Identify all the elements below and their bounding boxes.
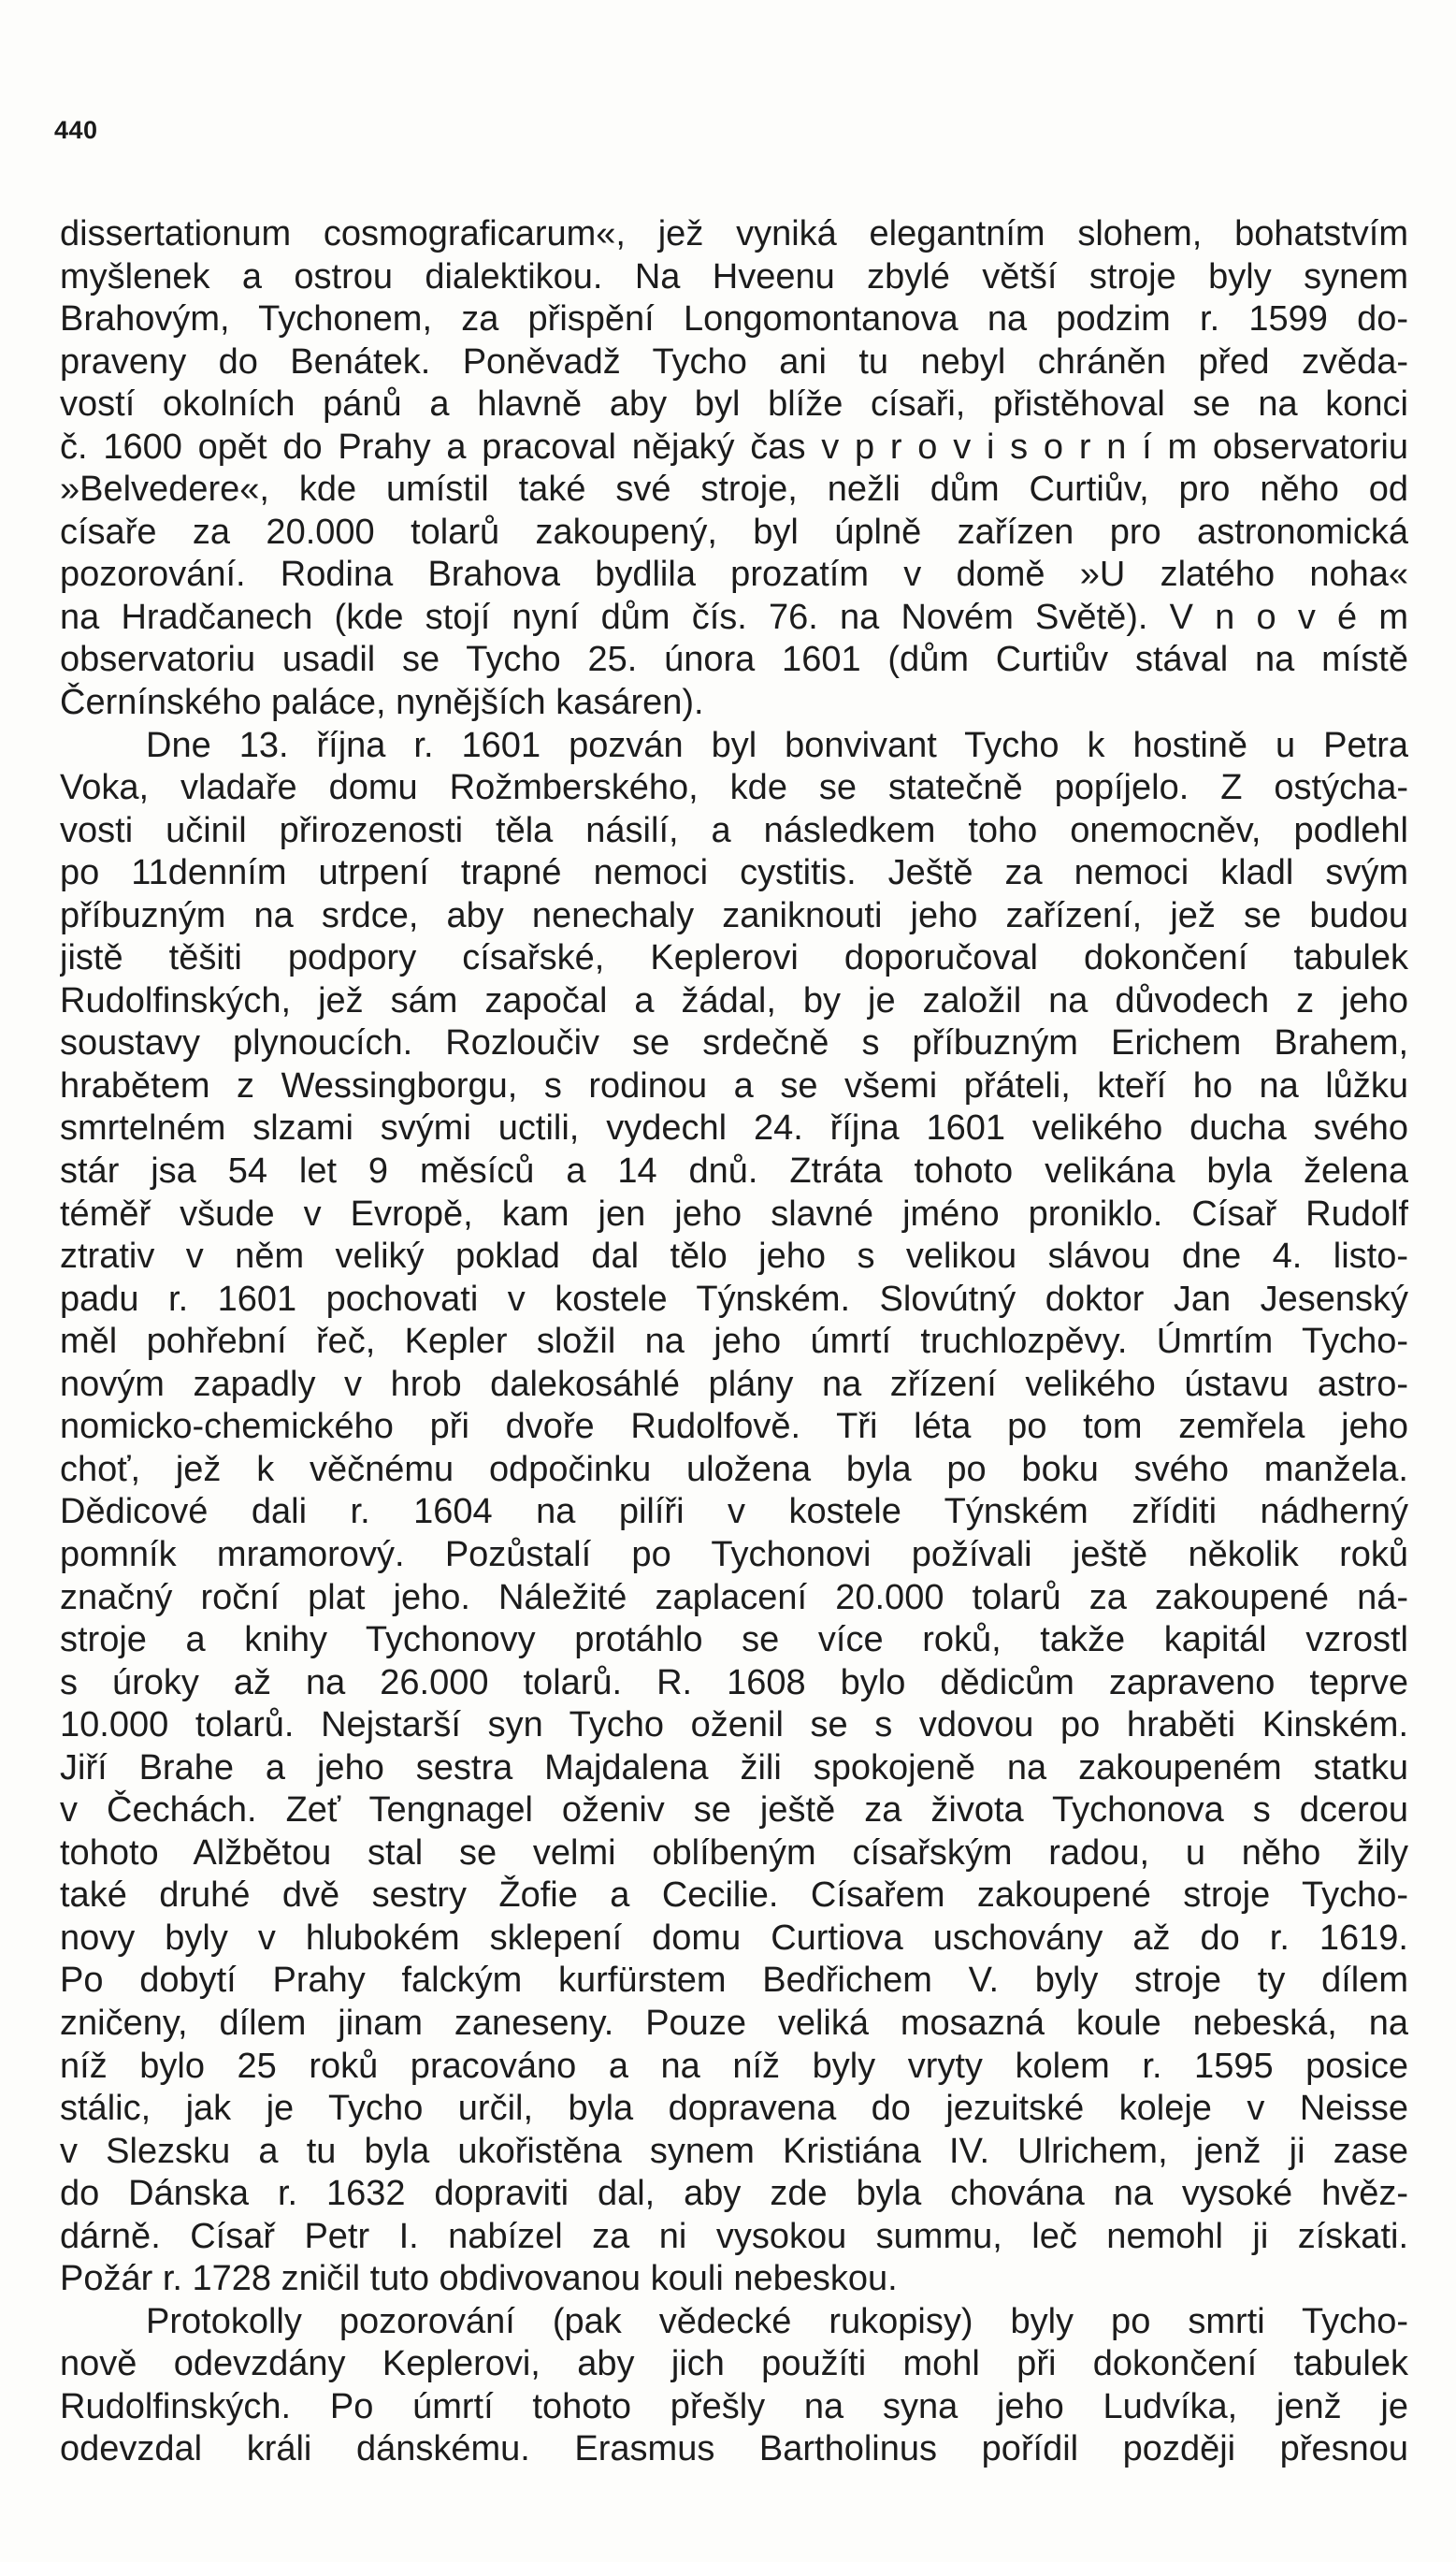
text-line: příbuzným na srdce, aby nenechaly zaniknouti jeho zařízení, jež se budou [60,895,1408,935]
text-line: pomník mramorový. Pozůstalí po Tychonovi požívali ještě několik roků [60,1534,1408,1574]
text-line: Jiří Brahe a jeho sestra Majdalena žili spokojeně na zakoupeném statku [60,1747,1408,1788]
text-line: v Slezsku a tu byla ukořistěna synem Kristiána IV. Ulrichem, jenž ji zase [60,2131,1408,2171]
text-line: ztrativ v něm veliký poklad dal tělo jeho s velikou slávou dne 4. listo- [60,1237,1408,1277]
text-line: hrabětem z Wessingborgu, s rodinou a se všemi přáteli, kteří ho na lůžku [60,1065,1408,1106]
text-line: myšlenek a ostrou dialektikou. Na Hveenu zbylé větší stroje byly synem [60,256,1408,297]
text-line: padu r. 1601 pochovati v kostele Týnském. Slovútný doktor Jan Jesenský [60,1279,1408,1319]
paragraph-start-line: Protokolly pozorování (pak vědecké rukopisy) byly po smrti Tycho- [146,2301,1408,2341]
text-line: Voka, vladaře domu Rožmberského, kde se statečně popíjelo. Z ostýcha- [60,768,1408,808]
text-line: na Hradčanech (kde stojí nyní dům čís. 76. na Novém Světě). V n o v é m [60,597,1408,637]
paragraph-start-line: Dne 13. října r. 1601 pozván byl bonvivant Tycho k hostině u Petra [146,725,1408,765]
text-line: stálic, jak je Tycho určil, byla dopravena do jezuitské koleje v Neisse [60,2089,1408,2129]
text-line: odevzdal králi dánskému. Erasmus Bartholinus pořídil později přesnou [60,2429,1408,2469]
text-line: zničeny, dílem jinam zaneseny. Pouze veliká mosazná koule nebeská, na [60,2003,1408,2043]
body-text [60,213,1408,2471]
text-line: měl pohřební řeč, Kepler složil na jeho úmrtí truchlozpěvy. Úmrtím Tycho- [60,1322,1408,1362]
text-line: nomicko-chemického při dvoře Rudolfově. Tři léta po tom zemřela jeho [60,1407,1408,1447]
text-line: 10.000 tolarů. Nejstarší syn Tycho oženil se s vdovou po hraběti Kinském. [60,1705,1408,1745]
text-line: observatoriu usadil se Tycho 25. února 1601 (dům Curtiův stával na místě [60,640,1408,680]
text-line: pozorování. Rodina Brahova bydlila prozatím v domě »U zlatého noha« [60,555,1408,595]
text-line: praveny do Benátek. Poněvadž Tycho ani tu nebyl chráněn před zvěda- [60,341,1408,382]
text-line: novy byly v hlubokém sklepení domu Curtiova uschovány až do r. 1619. [60,1918,1408,1958]
text-line: v Čechách. Zeť Tengnagel oženiv se ještě za života Tychonova s dcerou [60,1790,1408,1831]
text-line: s úroky až na 26.000 tolarů. R. 1608 bylo dědicům zapraveno teprve [60,1662,1408,1702]
text-line: téměř všude v Evropě, kam jen jeho slavné jméno proniklo. Císař Rudolf [60,1194,1408,1234]
text-line: níž bylo 25 roků pracováno a na níž byly vryty kolem r. 1595 posice [60,2046,1408,2086]
text-line: dissertationum cosmograficarum«, jež vyniká elegantním slohem, bohatstvím [60,214,1408,253]
text-line: nově odevzdány Keplerovi, aby jich použíti mohl při dokončení tabulek [60,2344,1408,2384]
text-line: jistě těšiti podpory císařské, Keplerovi doporučoval dokončení tabulek [60,938,1408,978]
text-line: smrtelném slzami svými uctili, vydechl 24. října 1601 velikého ducha svého [60,1108,1408,1149]
text-line: dárně. Císař Petr I. nabízel za ni vysokou summu, leč nemohl ji získati. [60,2216,1408,2256]
text-line: vostí okolních pánů a hlavně aby byl blíže císaři, přistěhoval se na konci [60,384,1408,425]
text-line: Rudolfinských, jež sám započal a žádal, by je založil na důvodech z jeho [60,980,1408,1020]
text-line: tohoto Alžbětou stal se velmi oblíbeným císařským radou, u něho žily [60,1832,1408,1873]
text-line: značný roční plat jeho. Náležité zaplacení 20.000 tolarů za zakoupené ná- [60,1577,1408,1617]
text-line: také druhé dvě sestry Žofie a Cecilie. Císařem zakoupené stroje Tycho- [60,1875,1408,1916]
text-line: po 11denním utrpení trapné nemoci cystitis. Ještě za nemoci kladl svým [60,853,1408,893]
text-line: č. 1600 opět do Prahy a pracoval nějaký čas v p r o v i s o r n í m observatoriu [60,427,1408,467]
text-line: Rudolfinských. Po úmrtí tohoto přešly na syna jeho Ludvíka, jenž je [60,2386,1408,2426]
text-line: choť, jež k věčnému odpočinku uložena byla po boku svého manžela. [60,1449,1408,1489]
page-number: 440 [54,116,98,144]
text-line: do Dánska r. 1632 dopraviti dal, aby zde byla chována na vysoké hvěz- [60,2174,1408,2214]
text-line: soustavy plynoucích. Rozloučiv se srdečně s příbuzným Erichem Brahem, [60,1023,1408,1064]
text-line: císaře za 20.000 tolarů zakoupený, byl úplně zařízen pro astronomická [60,512,1408,552]
text-line: stroje a knihy Tychonovy protáhlo se více roků, takže kapitál vzrostl [60,1620,1408,1660]
text-line: Po dobytí Prahy falckým kurfürstem Bedřichem V. byly stroje ty dílem [60,1961,1408,2001]
text-line: Dědicové dali r. 1604 na pilíři v kostele Týnském zříditi nádherný [60,1492,1408,1532]
paragraph-end-line: Černínského paláce, nynějších kasáren). [60,683,704,723]
paragraph-end-line: Požár r. 1728 zničil tuto obdivovanou kouli nebeskou. [60,2259,898,2299]
text-line: stár jsa 54 let 9 měsíců a 14 dnů. Ztráta tohoto velikána byla želena [60,1151,1408,1192]
text-line: novým zapadly v hrob dalekosáhlé plány na zřízení velikého ústavu astro- [60,1364,1408,1404]
text-line: »Belvedere«, kde umístil také své stroje, nežli dům Curtiův, pro něho od [60,470,1408,510]
text-line: vosti učinil přirozenosti těla násilí, a následkem toho onemocněv, podlehl [60,810,1408,850]
text-line: Brahovým, Tychonem, za přispění Longomontanova na podzim r. 1599 do- [60,299,1408,340]
